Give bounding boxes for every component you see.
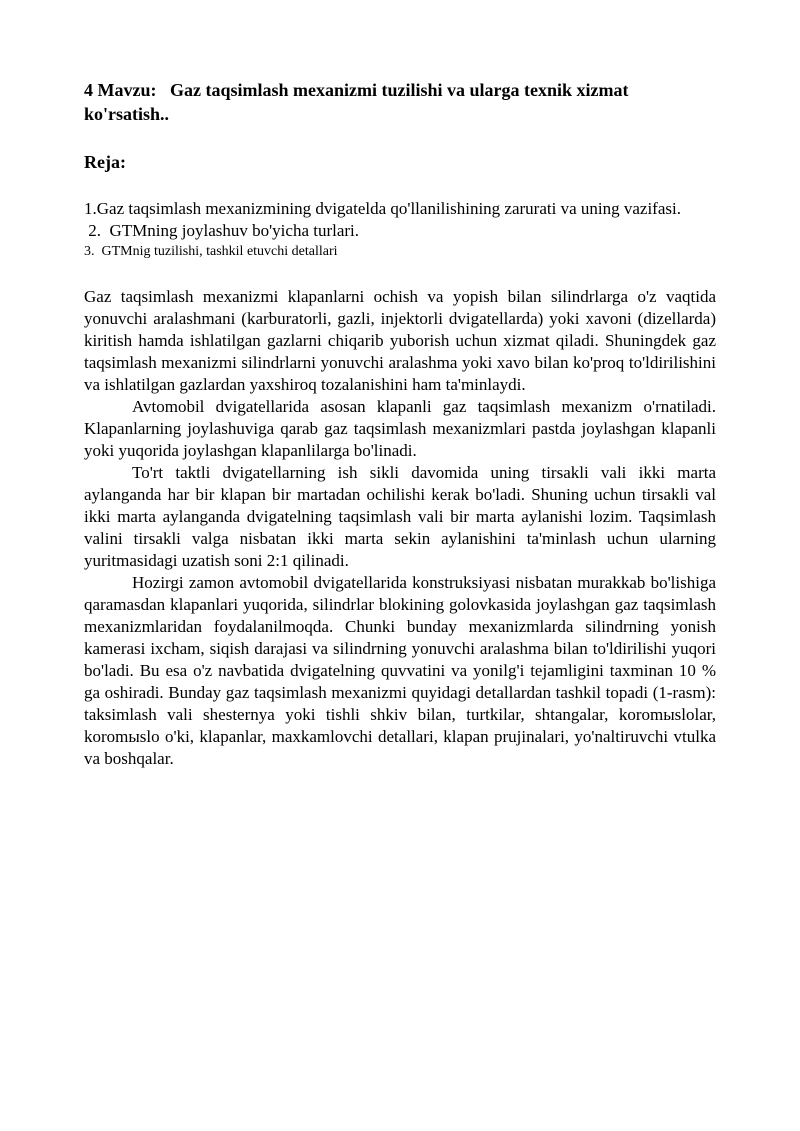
body-text xyxy=(84,286,716,770)
plan-item-3: 3. GTMnig tuzilishi, tashkil etuvchi detallari xyxy=(84,244,338,259)
plan-item-1: 1.Gaz taqsimlash mexanizmining dvigatelda qo'llanilishining zarurati va uning vazifasi. xyxy=(84,199,681,218)
paragraph-4: Hozirgi zamon avtomobil dvigatellarida konstruksiyasi nisbatan murakkab bo'lishiga qaramasdan klapanlari yuqorida, silindrlar blokining golovkasida joylashgan gaz taqsimlash mexanizmlaridan foydalanilmoqda. Chunki bunday mexanizmlarda silindrning yonish kamerasi ixcham, siqish darajasi va silindrning yonuvchi aralashma bilan to'ldirilishi yuqori bo'ladi. Bu esa o'z navbatida dvigatelning quvvatini va yonilg'i tejamligini taxminan 10 % ga oshiradi. Bunday gaz taqsimlash mexanizmi quyidagi detallardan tashkil topadi (1-rasm): taksimlash vali shesternya yoki tishli shkiv bilan, turtkilar, shtangalar, koromыslolar, koromыslo o'ki, klapanlar, maxkamlovchi detallari, klapan prujinalari, yo'naltiruvchi vtulka va boshqalar. xyxy=(84,573,716,768)
paragraph-3: To'rt taktli dvigatellarning ish sikli davomida uning tirsakli vali ikki marta aylanganda har bir klapan bir martadan ochilishi kerak bo'ladi. Shuning uchun tirsakli val ikki marta aylanganda dvigatelning taqsimlash vali bir marta aylanishi lozim. Taqsimlash valini tirsakli valga nisbatan ikki marta sekin aylanishini ta'minlash uchun ularning yuritmasidagi uzatish soni 2:1 qilinadi. xyxy=(84,463,716,570)
plan-list xyxy=(84,198,716,262)
plan-heading: Reja: xyxy=(84,152,126,172)
paragraph-1: Gaz taqsimlash mexanizmi klapanlarni ochish va yopish bilan silindrlarga o'z vaqtida yonuvchi aralashmani (karburatorli, gazli, injektorli dvigatellarda) yoki xavoni (dizellarda) kiritish hamda ishlatilgan gazlarni chiqarib yuborish uchun xizmat qiladi. Shuningdek gaz taqsimlash mexanizmi silindrlarni yonuvchi aralashma yoki xavo bilan ko'proq to'ldirilishini va ishlatilgan gazlardan yaxshiroq tozalanishini ham ta'minlaydi. xyxy=(84,287,716,394)
document-title: 4 Mavzu: Gaz taqsimlash mexanizmi tuzilishi va ularga texnik xizmat ko'rsatish.. xyxy=(84,80,633,124)
document-page xyxy=(84,78,716,770)
plan-item-2: 2. GTMning joylashuv bo'yicha turlari. xyxy=(84,221,360,240)
paragraph-2: Avtomobil dvigatellarida asosan klapanli gaz taqsimlash mexanizm o'rnatiladi. Klapanlarning joylashuviga qarab gaz taqsimlash mexanizmlari pastda joylashgan klapanli yoki yuqorida joylashgan klapanlilarga bo'linadi. xyxy=(84,397,716,460)
